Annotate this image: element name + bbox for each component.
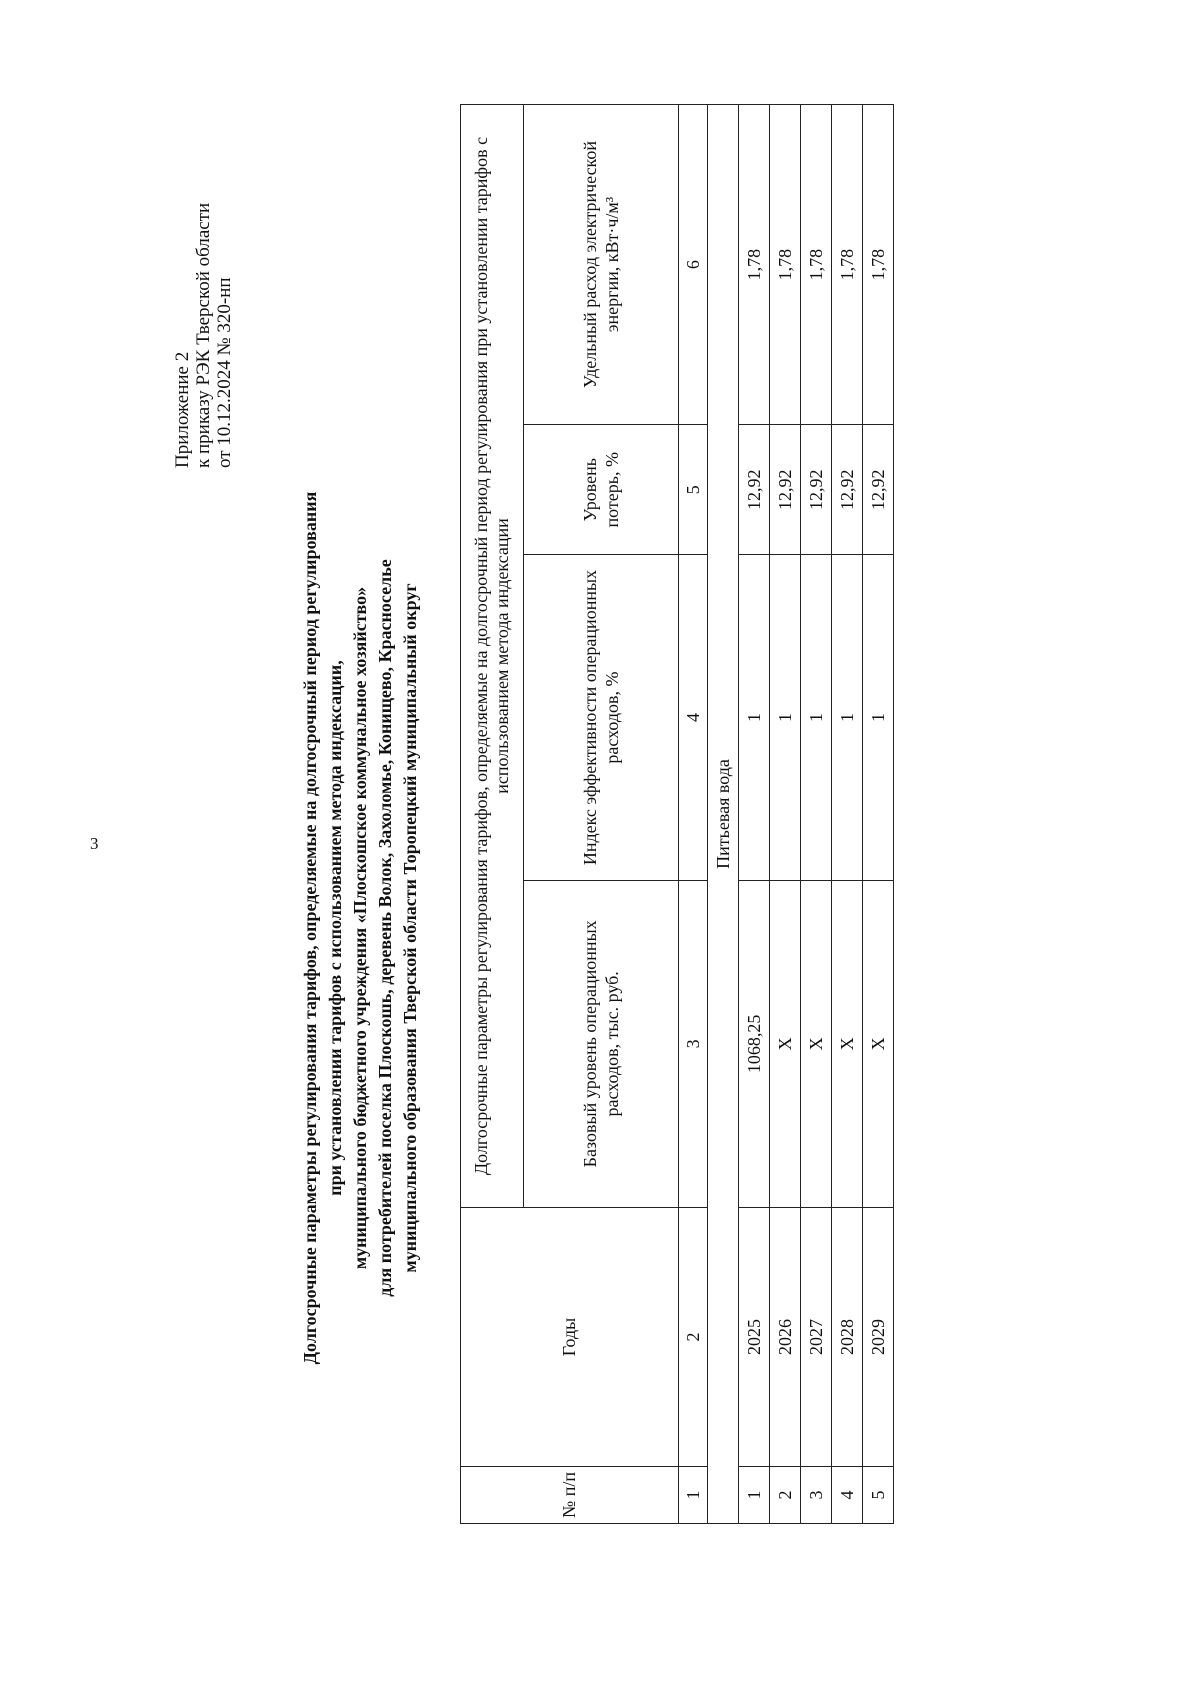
row-energy-consumption: 1,78 [739,105,770,425]
column-number: 2 [679,1208,708,1467]
row-base-level: Х [832,880,863,1207]
table-row [739,105,770,1524]
appendix-line: к приказу РЭК Тверской области [193,202,214,468]
header-row [461,105,524,1524]
column-number-row [679,105,708,1524]
section-title: Питьевая вода [708,105,739,1524]
row-energy-consumption: 1,78 [832,105,863,425]
table-row [801,105,832,1524]
row-loss-level: 12,92 [832,425,863,555]
row-efficiency-index: 1 [739,555,770,880]
column-number: 4 [679,555,708,880]
column-number: 1 [679,1467,708,1524]
header-years: Годы [461,1208,679,1467]
document-title [298,308,423,1548]
column-number: 5 [679,425,708,555]
title-line: Долгосрочные параметры регулирования тарифов, определяемые на долгосрочный период регулирования [300,491,320,1365]
appendix-line: от 10.12.2024 № 320-нп [214,277,235,468]
header-energy-consumption: Удельный расход электрической энергии, кВт·ч/м³ [524,105,679,425]
row-base-level: Х [863,880,894,1207]
section-row [708,105,739,1524]
row-number: 5 [863,1467,894,1524]
row-base-level: Х [801,880,832,1207]
row-number: 4 [832,1467,863,1524]
row-year: 2027 [801,1208,832,1467]
row-base-level: Х [770,880,801,1207]
row-energy-consumption: 1,78 [801,105,832,425]
row-energy-consumption: 1,78 [863,105,894,425]
title-line: для потребителей поселка Плоскошь, деревень Волок, Захоломье, Конищево, Красноселье [375,559,395,1297]
title-line: муниципального образования Тверской области Торопецкий муниципальный округ [400,583,420,1273]
row-number: 3 [801,1467,832,1524]
header-number: № п/п [461,1467,679,1524]
header-efficiency-index: Индекс эффективности операционных расходов, % [524,555,679,880]
rotated-page-content [80,68,1120,1628]
row-number: 1 [739,1467,770,1524]
table-row [832,105,863,1524]
row-efficiency-index: 1 [801,555,832,880]
row-year: 2029 [863,1208,894,1467]
row-loss-level: 12,92 [801,425,832,555]
row-energy-consumption: 1,78 [770,105,801,425]
appendix-reference [172,203,235,468]
table-row [770,105,801,1524]
row-efficiency-index: 1 [832,555,863,880]
row-efficiency-index: 1 [863,555,894,880]
row-base-level: 1068,25 [739,880,770,1207]
header-base-level: Базовый уровень операционных расходов, тыс. руб. [524,880,679,1207]
title-line: муниципального бюджетного учреждения «Плоскошское коммунальное хозяйство» [350,586,370,1270]
row-efficiency-index: 1 [770,555,801,880]
row-loss-level: 12,92 [770,425,801,555]
row-loss-level: 12,92 [863,425,894,555]
column-number: 6 [679,105,708,425]
table-row [863,105,894,1524]
parameters-table [460,104,894,1524]
header-loss-level: Уровень потерь, % [524,425,679,555]
row-year: 2026 [770,1208,801,1467]
row-number: 2 [770,1467,801,1524]
page-number: 3 [90,834,99,853]
row-year: 2025 [739,1208,770,1467]
row-year: 2028 [832,1208,863,1467]
column-number: 3 [679,880,708,1207]
header-group: Долгосрочные параметры регулирования тарифов, определяемые на долгосрочный период регулирования при установлении тарифов с использованием метода индексации [461,105,524,1208]
title-line: при установлении тарифов с использованием метода индексации, [325,660,345,1196]
row-loss-level: 12,92 [739,425,770,555]
appendix-line: Приложение 2 [172,351,193,468]
